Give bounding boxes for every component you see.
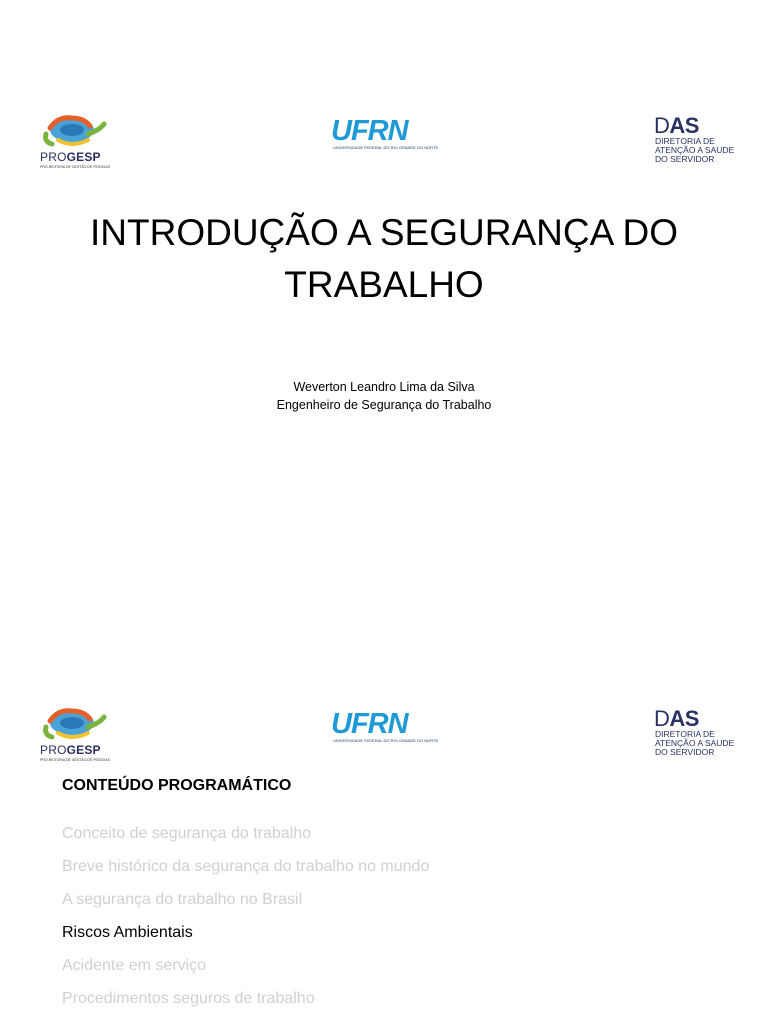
- progesp-subtitle: PRÓ-REITORIA DE GESTÃO DE PESSOAS: [40, 758, 110, 762]
- progesp-logo: [38, 114, 110, 170]
- ufrn-subtitle: UNIVERSIDADE FEDERAL DO RIO GRANDE DO NORTE: [333, 145, 439, 150]
- progesp-emblem-icon: [38, 707, 110, 747]
- agenda-item: A segurança do trabalho no Brasil: [62, 891, 303, 908]
- section-heading: CONTEÚDO PROGRAMÁTICO: [62, 777, 292, 794]
- ufrn-wordmark: UFRN: [331, 708, 408, 740]
- das-subtitle: DIRETORIA DE ATENÇÃO A SAUDE DO SERVIDOR: [655, 136, 735, 164]
- author-name: Weverton Leandro Lima da Silva: [293, 380, 475, 394]
- progesp-logo: [38, 707, 110, 763]
- agenda-item: Acidente em serviço: [62, 957, 207, 974]
- ufrn-logo: [331, 116, 441, 156]
- agenda-item: Conceito de segurança do trabalho: [62, 825, 312, 842]
- agenda-item: Breve histórico da segurança do trabalho no mundo: [62, 858, 430, 875]
- agenda-list: [62, 817, 429, 1015]
- author-block: [0, 378, 768, 414]
- das-logo: [654, 114, 744, 170]
- agenda-slide: [0, 595, 768, 1024]
- das-wordmark: DAS: [654, 706, 699, 731]
- das-wordmark: DAS: [654, 113, 699, 138]
- progesp-subtitle: PRÓ-REITORIA DE GESTÃO DE PESSOAS: [40, 165, 110, 169]
- progesp-emblem-icon: [38, 114, 110, 154]
- das-logo: [654, 707, 744, 763]
- ufrn-wordmark: UFRN: [331, 115, 408, 147]
- presentation-title: INTRODUÇÃO A SEGURANÇA DO TRABALHO: [90, 212, 678, 305]
- progesp-wordmark: PROGESP: [40, 743, 101, 757]
- progesp-wordmark: PROGESP: [40, 150, 101, 164]
- ufrn-subtitle: UNIVERSIDADE FEDERAL DO RIO GRANDE DO NORTE: [333, 738, 439, 743]
- agenda-item-active: Riscos Ambientais: [62, 924, 193, 941]
- author-role: Engenheiro de Segurança do Trabalho: [276, 398, 492, 412]
- das-subtitle: DIRETORIA DE ATENÇÃO A SAUDE DO SERVIDOR: [655, 729, 735, 757]
- ufrn-logo: [331, 709, 441, 749]
- agenda-item: Procedimentos seguros de trabalho: [62, 990, 315, 1007]
